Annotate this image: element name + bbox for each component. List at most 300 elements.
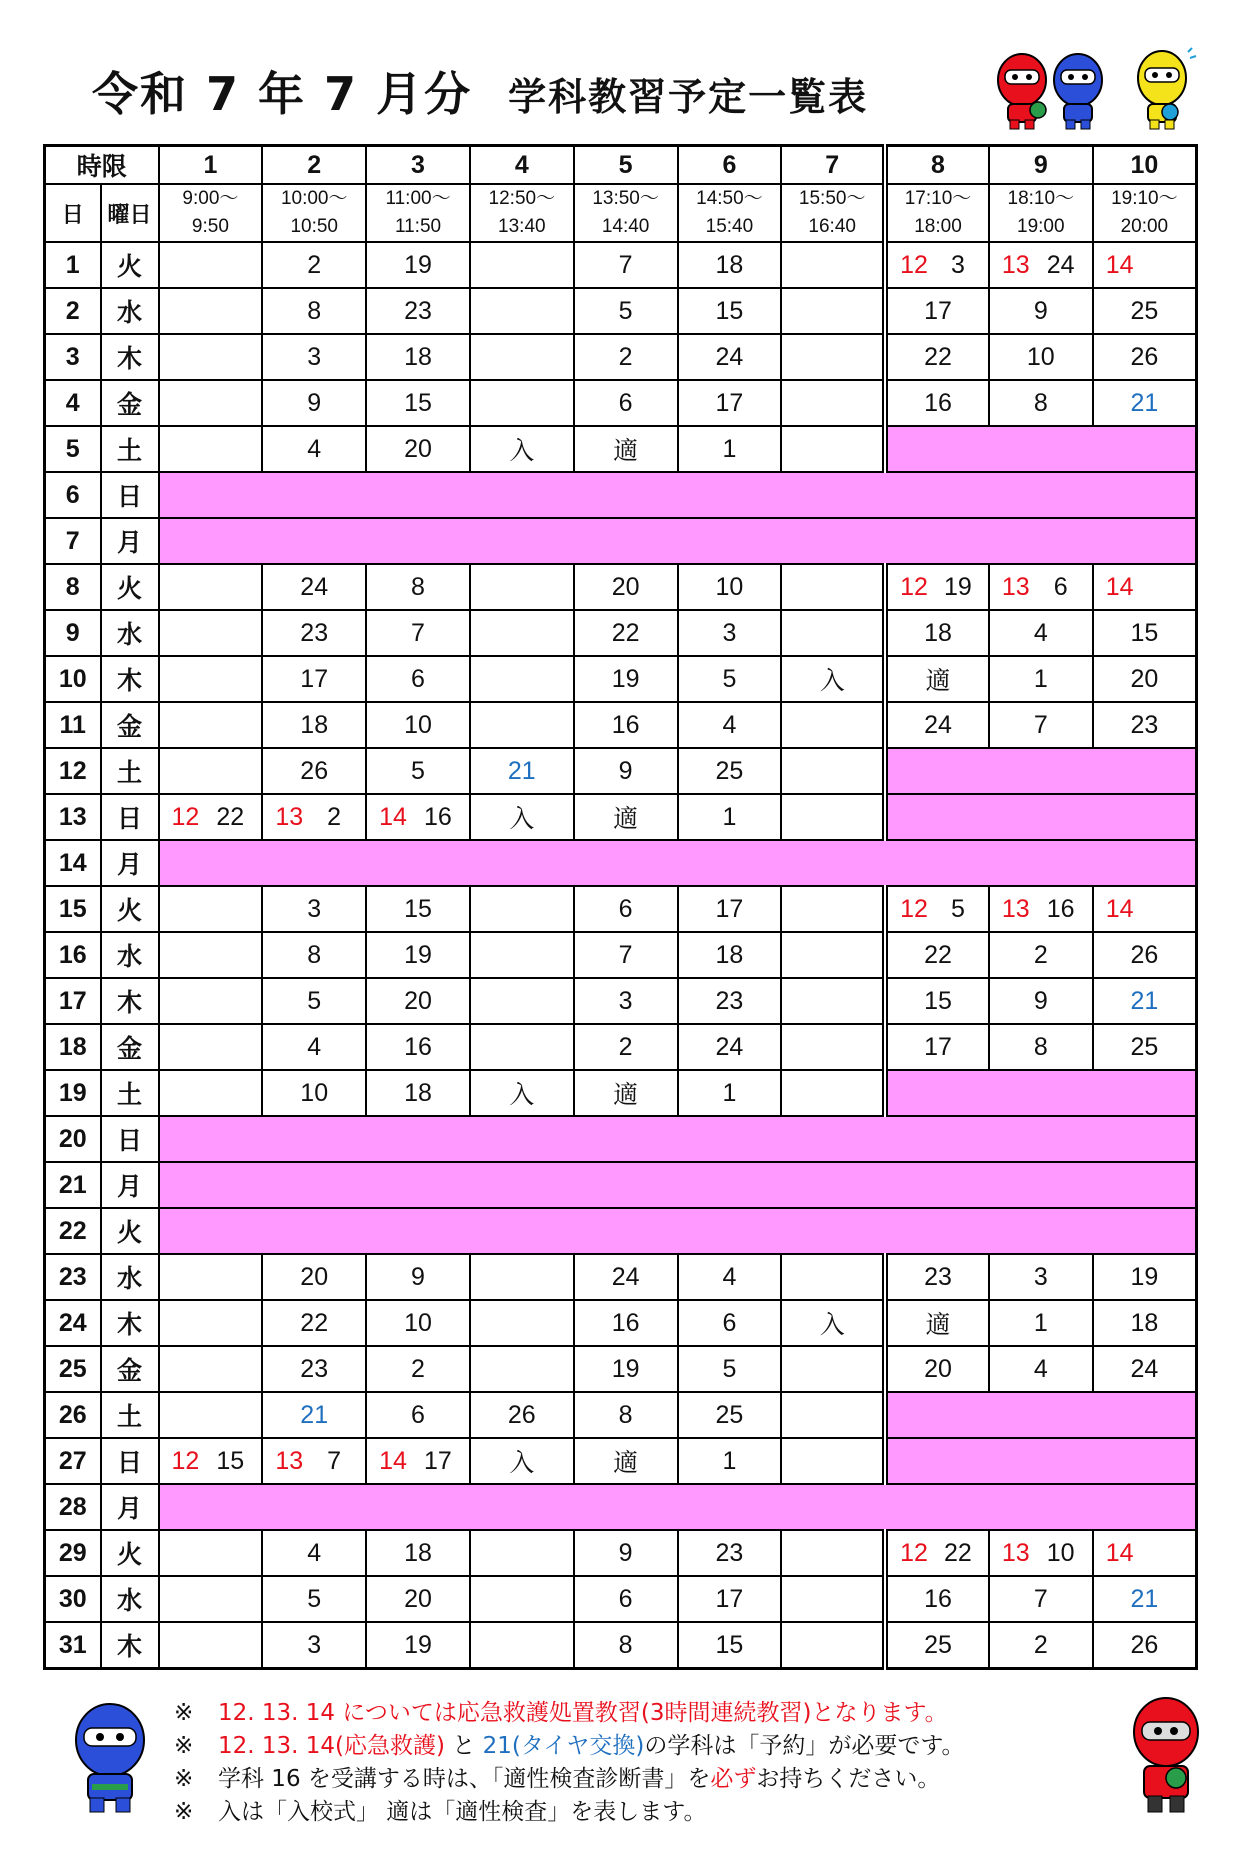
note-text: 12. 13. 14(応急救護) [218, 1733, 445, 1759]
lesson-cell: 1 [678, 794, 782, 840]
lesson-cell: 16 [885, 380, 989, 426]
day-number: 13 [45, 794, 101, 840]
lesson-cell [781, 1024, 885, 1070]
lesson-cell: 10 [989, 334, 1093, 380]
lesson-cell [781, 1622, 885, 1669]
lesson-cell: 3 [678, 610, 782, 656]
lesson-number: 16 [424, 802, 452, 831]
lesson-cell [470, 242, 574, 288]
lesson-cell: 19 [366, 242, 470, 288]
lesson-cell [885, 564, 989, 610]
lesson-cell: 3 [262, 886, 366, 932]
first-aid-lesson: 12 [171, 802, 200, 831]
no-evening-classes [885, 1070, 1196, 1116]
lesson-cell: 7 [574, 932, 678, 978]
day-number: 18 [45, 1024, 101, 1070]
first-aid-lesson: 12 [900, 250, 928, 279]
lesson-number: 19 [943, 572, 972, 601]
day-number: 8 [45, 564, 101, 610]
lesson-cell: 入 [781, 1300, 885, 1346]
lesson-cell: 2 [989, 1622, 1093, 1669]
lesson-cell: 4 [262, 426, 366, 472]
lesson-cell: 26 [1093, 334, 1197, 380]
period-number: 5 [574, 146, 678, 185]
lesson-cell: 8 [574, 1392, 678, 1438]
lesson-cell [159, 932, 263, 978]
lesson-cell: 26 [1093, 932, 1197, 978]
lesson-cell: 23 [366, 288, 470, 334]
lesson-cell: 17 [678, 380, 782, 426]
lesson-cell: 5 [678, 1346, 782, 1392]
lesson-cell: 19 [574, 656, 678, 702]
lesson-cell: 9 [574, 1530, 678, 1576]
lesson-cell [781, 1530, 885, 1576]
lesson-cell: 23 [885, 1254, 989, 1300]
lesson-cell [470, 702, 574, 748]
lesson-cell [781, 1346, 885, 1392]
lesson-cell: 25 [678, 1392, 782, 1438]
lesson-cell: 19 [366, 1622, 470, 1669]
weekday: 水 [101, 932, 159, 978]
weekday: 金 [101, 380, 159, 426]
weekday: 日 [101, 1116, 159, 1162]
weekday: 月 [101, 840, 159, 886]
lesson-cell: 適 [885, 656, 989, 702]
weekday: 火 [101, 1208, 159, 1254]
lesson-cell [159, 1392, 263, 1438]
lesson-cell: 20 [574, 564, 678, 610]
period-number: 6 [678, 146, 782, 185]
lesson-cell: 26 [262, 748, 366, 794]
lesson-cell [781, 334, 885, 380]
period-time [885, 184, 989, 242]
lesson-cell: 2 [989, 932, 1093, 978]
lesson-cell: 4 [678, 702, 782, 748]
lesson-cell [159, 656, 263, 702]
weekday: 火 [101, 242, 159, 288]
lesson-cell: 18 [366, 1530, 470, 1576]
lesson-cell: 1 [989, 1300, 1093, 1346]
lesson-number: 24 [1046, 250, 1075, 279]
lesson-cell: 2 [574, 1024, 678, 1070]
lesson-cell [159, 288, 263, 334]
period-start: 11:00～ [385, 188, 451, 209]
day-number: 4 [45, 380, 101, 426]
lesson-cell: 20 [366, 426, 470, 472]
lesson-cell [159, 748, 263, 794]
first-aid-lesson: 13 [1001, 1538, 1030, 1567]
lesson-cell: 8 [262, 288, 366, 334]
lesson-cell: 14 [1093, 242, 1197, 288]
lesson-cell [781, 748, 885, 794]
first-aid-lesson: 13 [1001, 894, 1030, 923]
holiday-cell [159, 1484, 1197, 1530]
lesson-cell: 10 [366, 702, 470, 748]
day-row [45, 978, 1197, 1024]
day-number: 21 [45, 1162, 101, 1208]
day-number: 12 [45, 748, 101, 794]
day-row [45, 1162, 1197, 1208]
lesson-cell: 4 [989, 610, 1093, 656]
lesson-number: 5 [950, 894, 965, 923]
note-mark: ※ [174, 1733, 194, 1759]
note-text: 学科 16 を受講する時は、「適性検査診断書」を [218, 1766, 711, 1792]
first-aid-lesson: 13 [1001, 250, 1030, 279]
lesson-cell: 21 [1093, 380, 1197, 426]
lesson-cell: 16 [366, 1024, 470, 1070]
lesson-cell: 入 [470, 1438, 574, 1484]
lesson-cell [159, 1300, 263, 1346]
lesson-cell [781, 288, 885, 334]
day-number: 22 [45, 1208, 101, 1254]
weekday: 金 [101, 1346, 159, 1392]
first-aid-lesson: 14 [379, 802, 407, 831]
lesson-cell: 3 [262, 334, 366, 380]
lesson-cell: 3 [262, 1622, 366, 1669]
lesson-cell: 15 [885, 978, 989, 1024]
lesson-cell: 18 [262, 702, 366, 748]
lesson-cell [262, 794, 366, 840]
lesson-cell: 16 [574, 1300, 678, 1346]
lesson-cell: 22 [885, 932, 989, 978]
notes [174, 1697, 1134, 1829]
day-number: 19 [45, 1070, 101, 1116]
lesson-cell: 8 [366, 564, 470, 610]
day-row [45, 1530, 1197, 1576]
day-row [45, 656, 1197, 702]
weekday: 木 [101, 978, 159, 1024]
lesson-cell: 15 [366, 380, 470, 426]
day-number: 20 [45, 1116, 101, 1162]
lesson-cell [781, 564, 885, 610]
lesson-cell [159, 1576, 263, 1622]
lesson-number: 2 [327, 802, 342, 831]
lesson-cell [781, 380, 885, 426]
weekday: 月 [101, 518, 159, 564]
day-row [45, 840, 1197, 886]
lesson-cell: 2 [366, 1346, 470, 1392]
lesson-cell [781, 1070, 885, 1116]
lesson-cell: 3 [574, 978, 678, 1024]
lesson-cell [781, 1576, 885, 1622]
day-row [45, 334, 1197, 380]
day-row [45, 1300, 1197, 1346]
lesson-cell [159, 1024, 263, 1070]
lesson-cell [159, 1530, 263, 1576]
weekday: 金 [101, 1024, 159, 1070]
lesson-cell [159, 610, 263, 656]
weekday: 火 [101, 564, 159, 610]
period-number: 2 [262, 146, 366, 185]
lesson-cell: 18 [366, 1070, 470, 1116]
weekday: 木 [101, 334, 159, 380]
period-number: 4 [470, 146, 574, 185]
lesson-cell: 10 [262, 1070, 366, 1116]
weekday: 月 [101, 1484, 159, 1530]
first-aid-lesson: 13 [275, 802, 304, 831]
lesson-cell: 18 [885, 610, 989, 656]
lesson-cell [781, 426, 885, 472]
lesson-cell [159, 1622, 263, 1669]
no-evening-classes [885, 1438, 1196, 1484]
lesson-cell: 6 [574, 1576, 678, 1622]
lesson-cell [159, 334, 263, 380]
lesson-cell: 23 [678, 978, 782, 1024]
lesson-cell: 6 [366, 656, 470, 702]
day-row [45, 932, 1197, 978]
period-start: 9:00～ [182, 188, 239, 209]
lesson-cell: 4 [262, 1024, 366, 1070]
day-label: 日 [45, 184, 101, 242]
lesson-cell: 21 [1093, 978, 1197, 1024]
lesson-cell [470, 886, 574, 932]
note-mark: ※ [174, 1799, 194, 1825]
day-number: 24 [45, 1300, 101, 1346]
lesson-cell: 20 [366, 1576, 470, 1622]
day-number: 29 [45, 1530, 101, 1576]
header-row-times [45, 184, 1197, 242]
note-text: と [445, 1733, 483, 1759]
day-row [45, 1346, 1197, 1392]
lesson-cell: 9 [574, 748, 678, 794]
lesson-cell: 適 [574, 1070, 678, 1116]
period-number: 10 [1093, 146, 1197, 185]
lesson-cell [470, 1346, 574, 1392]
lesson-cell: 15 [366, 886, 470, 932]
lesson-cell: 17 [678, 1576, 782, 1622]
day-number: 2 [45, 288, 101, 334]
lesson-cell: 15 [1093, 610, 1197, 656]
day-row [45, 564, 1197, 610]
lesson-cell [470, 1254, 574, 1300]
lesson-cell: 26 [1093, 1622, 1197, 1669]
note-line [174, 1796, 1134, 1829]
lesson-cell: 25 [678, 748, 782, 794]
weekday: 水 [101, 1576, 159, 1622]
lesson-cell: 入 [470, 794, 574, 840]
day-number: 9 [45, 610, 101, 656]
note-line [174, 1763, 1134, 1796]
weekday: 土 [101, 426, 159, 472]
period-start: 18:10～ [1007, 188, 1075, 209]
day-row [45, 426, 1197, 472]
period-start: 15:50～ [798, 188, 866, 209]
header-row-periods [45, 146, 1197, 185]
day-row [45, 1438, 1197, 1484]
lesson-cell: 18 [678, 242, 782, 288]
lesson-number: 6 [1053, 572, 1068, 601]
no-evening-classes [885, 426, 1196, 472]
period-time [366, 184, 470, 242]
lesson-cell: 14 [1093, 564, 1197, 610]
lesson-cell: 22 [262, 1300, 366, 1346]
blue-ninja-mascot-icon [1044, 50, 1114, 132]
day-row [45, 1576, 1197, 1622]
period-end: 15:40 [705, 216, 754, 237]
lesson-cell: 16 [574, 702, 678, 748]
lesson-cell: 24 [574, 1254, 678, 1300]
weekday: 土 [101, 748, 159, 794]
lesson-cell [159, 380, 263, 426]
lesson-cell [781, 886, 885, 932]
lesson-cell [470, 978, 574, 1024]
lesson-cell: 8 [574, 1622, 678, 1669]
day-number: 31 [45, 1622, 101, 1669]
lesson-number: 16 [1046, 894, 1075, 923]
note-text: 12. 13. 14 については応急救護処置教習(3時間連続教習)となります。 [218, 1700, 948, 1726]
lesson-cell: 6 [678, 1300, 782, 1346]
lesson-cell: 25 [1093, 1024, 1197, 1070]
note-text: 21(タイヤ交換) [482, 1733, 645, 1759]
weekday: 金 [101, 702, 159, 748]
lesson-cell [159, 978, 263, 1024]
holiday-cell [159, 472, 1197, 518]
lesson-cell: 適 [574, 1438, 678, 1484]
day-row [45, 886, 1197, 932]
lesson-cell: 7 [574, 242, 678, 288]
lesson-cell: 7 [989, 1576, 1093, 1622]
period-end: 14:40 [601, 216, 650, 237]
schedule-table [43, 144, 1198, 1670]
lesson-cell: 9 [262, 380, 366, 426]
period-time [159, 184, 263, 242]
lesson-cell: 25 [1093, 288, 1197, 334]
lesson-cell: 14 [1093, 886, 1197, 932]
lesson-cell: 9 [989, 288, 1093, 334]
day-row [45, 702, 1197, 748]
lesson-cell [470, 1576, 574, 1622]
day-number: 25 [45, 1346, 101, 1392]
period-number: 7 [781, 146, 885, 185]
day-row [45, 748, 1197, 794]
first-aid-lesson: 14 [379, 1446, 407, 1475]
lesson-cell: 18 [366, 334, 470, 380]
period-start: 13:50～ [592, 188, 659, 209]
lesson-cell: 5 [262, 1576, 366, 1622]
lesson-cell: 9 [989, 978, 1093, 1024]
lesson-cell: 4 [989, 1346, 1093, 1392]
lesson-number: 7 [327, 1446, 342, 1475]
day-number: 16 [45, 932, 101, 978]
lesson-cell [159, 1254, 263, 1300]
day-number: 14 [45, 840, 101, 886]
first-aid-lesson: 12 [171, 1446, 200, 1475]
lesson-cell: 適 [574, 794, 678, 840]
lesson-cell: 20 [262, 1254, 366, 1300]
lesson-cell: 24 [678, 334, 782, 380]
lesson-cell [781, 932, 885, 978]
weekday: 木 [101, 1300, 159, 1346]
lesson-cell: 21 [470, 748, 574, 794]
day-row [45, 1392, 1197, 1438]
lesson-cell: 21 [1093, 1576, 1197, 1622]
lesson-cell: 22 [574, 610, 678, 656]
day-row [45, 1208, 1197, 1254]
first-aid-lesson: 13 [275, 1446, 304, 1475]
period-start: 19:10～ [1111, 188, 1178, 209]
lesson-cell: 入 [781, 656, 885, 702]
lesson-number: 22 [216, 802, 245, 831]
lesson-cell: 24 [885, 702, 989, 748]
lesson-cell [470, 1530, 574, 1576]
period-time [781, 184, 885, 242]
lesson-cell: 9 [366, 1254, 470, 1300]
page-title [92, 58, 869, 121]
lesson-cell: 5 [678, 656, 782, 702]
period-end: 19:00 [1017, 216, 1065, 237]
day-row [45, 242, 1197, 288]
no-evening-classes [885, 1392, 1196, 1438]
lesson-cell [885, 242, 989, 288]
period-start: 12:50～ [488, 188, 556, 209]
lesson-cell: 6 [574, 886, 678, 932]
period-time [1093, 184, 1197, 242]
period-end: 20:00 [1120, 216, 1169, 237]
lesson-cell: 26 [470, 1392, 574, 1438]
lesson-cell: 24 [262, 564, 366, 610]
lesson-cell [781, 610, 885, 656]
lesson-cell [159, 242, 263, 288]
lesson-cell: 20 [366, 978, 470, 1024]
day-row [45, 1024, 1197, 1070]
period-number: 9 [989, 146, 1093, 185]
lesson-cell [781, 242, 885, 288]
period-time [678, 184, 782, 242]
holiday-cell [159, 840, 1197, 886]
lesson-number: 10 [1046, 1538, 1075, 1567]
period-start: 14:50～ [696, 188, 763, 209]
note-text: お持ちください。 [756, 1766, 941, 1792]
day-number: 26 [45, 1392, 101, 1438]
lesson-cell: 15 [678, 288, 782, 334]
lesson-cell [366, 794, 470, 840]
lesson-cell [781, 794, 885, 840]
lesson-cell: 4 [678, 1254, 782, 1300]
lesson-cell: 5 [574, 288, 678, 334]
day-number: 10 [45, 656, 101, 702]
lesson-cell: 19 [1093, 1254, 1197, 1300]
period-number: 8 [885, 146, 989, 185]
lesson-cell [989, 886, 1093, 932]
period-start: 17:10～ [904, 188, 972, 209]
lesson-cell [885, 1530, 989, 1576]
weekday: 木 [101, 656, 159, 702]
lesson-cell: 10 [678, 564, 782, 610]
holiday-cell [159, 1116, 1197, 1162]
lesson-cell [470, 1622, 574, 1669]
day-row [45, 1116, 1197, 1162]
period-number: 1 [159, 146, 263, 185]
day-row [45, 288, 1197, 334]
weekday: 水 [101, 610, 159, 656]
period-number: 3 [366, 146, 470, 185]
lesson-cell [159, 702, 263, 748]
weekday: 水 [101, 1254, 159, 1300]
lesson-cell: 23 [678, 1530, 782, 1576]
first-aid-lesson: 12 [900, 572, 928, 601]
lesson-cell [470, 1024, 574, 1070]
lesson-cell: 24 [1093, 1346, 1197, 1392]
lesson-cell: 5 [366, 748, 470, 794]
period-end: 11:50 [394, 216, 442, 237]
weekday: 土 [101, 1070, 159, 1116]
weekday: 月 [101, 1162, 159, 1208]
lesson-cell [159, 564, 263, 610]
period-end: 10:50 [290, 216, 338, 237]
day-number: 15 [45, 886, 101, 932]
red-helmet-mascot-bottom-icon [1124, 1694, 1208, 1818]
lesson-cell [989, 564, 1093, 610]
